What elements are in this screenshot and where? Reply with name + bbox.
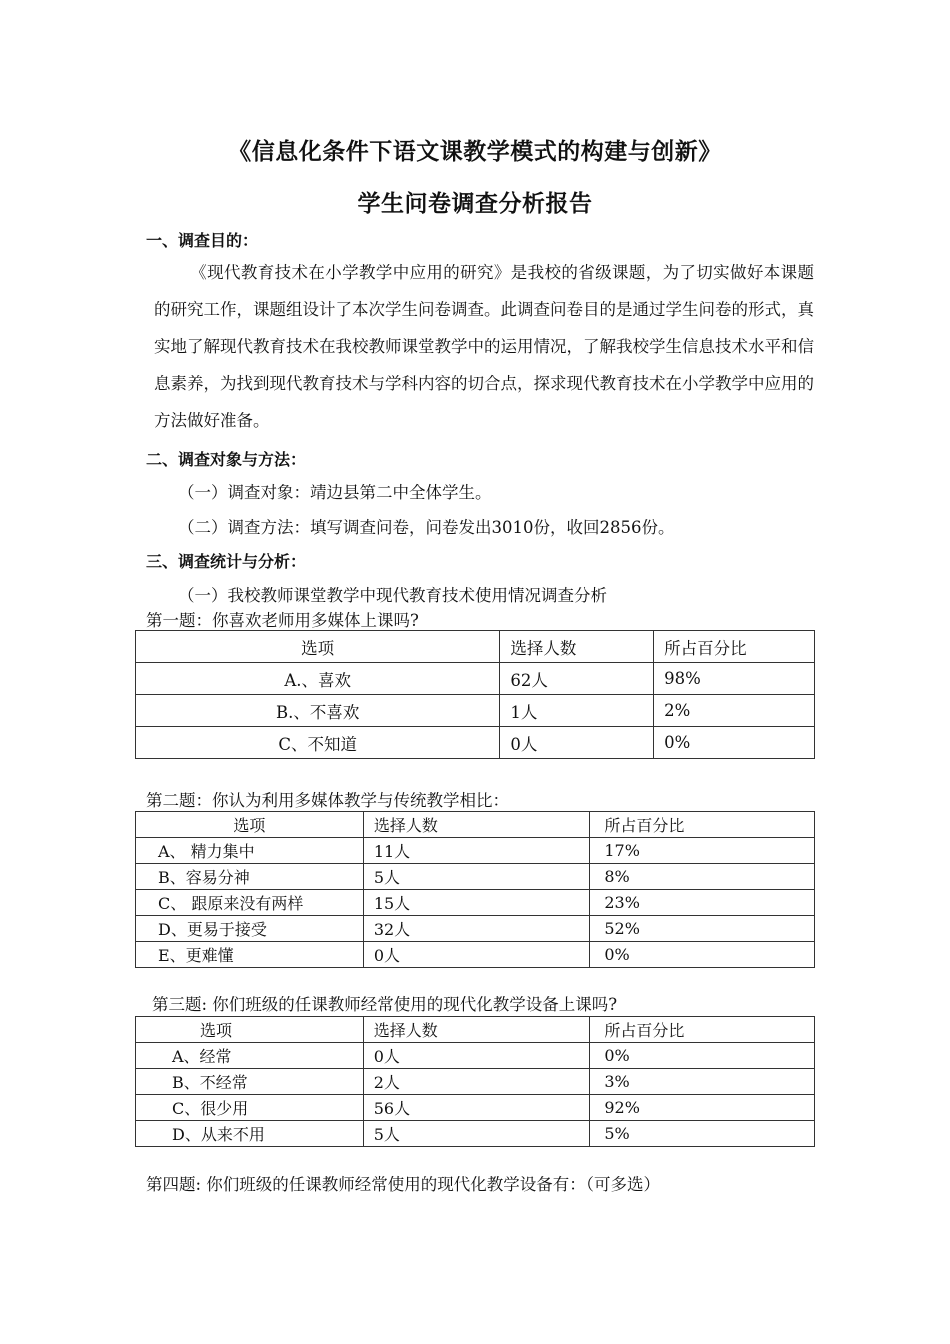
percent-cell: 2% — [654, 695, 815, 727]
percent-cell: 8% — [590, 864, 815, 890]
section-2-heading: 二、调查对象与方法： — [146, 450, 307, 469]
percent-cell: 3% — [590, 1069, 815, 1095]
table-row — [136, 663, 815, 695]
table-row — [136, 727, 815, 759]
table-row — [136, 864, 815, 890]
option-cell: B.、不喜欢 — [136, 695, 500, 727]
count-cell: 5人 — [363, 1121, 590, 1147]
count-cell: 1人 — [500, 695, 654, 727]
q3-table — [135, 1016, 815, 1147]
q1-table — [135, 630, 815, 759]
count-cell: 0人 — [500, 727, 654, 759]
option-cell: E、更难懂 — [136, 942, 364, 968]
option-cell: A、 精力集中 — [136, 838, 364, 864]
count-cell: 32人 — [363, 916, 590, 942]
count-cell: 5人 — [363, 864, 590, 890]
option-cell: A.、喜欢 — [136, 663, 500, 695]
section-1-paragraph: 《现代教育技术在小学教学中应用的研究》是我校的省级课题，为了切实做好本课题的研究工作，课题组设计了本次学生问卷调查。此调查问卷目的是通过学生问卷的形式，真实地了解现代教育技术在我校教师课堂教学中的运用情况，了解我校学生信息技术水平和信息素养，为找到现代教育技术与学科内容的切合点，探求现代教育技术在小学教学中应用的方法做好准备。 — [154, 263, 814, 430]
table-row — [136, 1043, 815, 1069]
header-cell: 选项 — [136, 1017, 364, 1043]
count-cell: 62人 — [500, 663, 654, 695]
table-header-row — [136, 631, 815, 663]
percent-cell: 98% — [654, 663, 815, 695]
table-row — [136, 942, 815, 968]
table-row — [136, 1121, 815, 1147]
survey-method: （二）调查方法：填写调查问卷，问卷发出3010份，收回2856份。 — [178, 518, 675, 537]
q3-title: 第三题: 你们班级的任课教师经常使用的现代化教学设备上课吗? — [152, 995, 618, 1014]
table-row — [136, 1095, 815, 1121]
section-1-heading: 一、调查目的： — [146, 231, 259, 250]
percent-cell: 0% — [654, 727, 815, 759]
percent-cell: 17% — [590, 838, 815, 864]
table-header-row — [136, 1017, 815, 1043]
option-cell: B、不经常 — [136, 1069, 364, 1095]
count-cell: 0人 — [363, 1043, 590, 1069]
count-cell: 0人 — [363, 942, 590, 968]
header-cell: 所占百分比 — [590, 812, 815, 838]
section-3-heading: 三、调查统计与分析： — [146, 552, 307, 571]
header-cell: 所占百分比 — [590, 1017, 815, 1043]
option-cell: C、 跟原来没有两样 — [136, 890, 364, 916]
percent-cell: 52% — [590, 916, 815, 942]
option-cell: B、容易分神 — [136, 864, 364, 890]
option-cell: D、更易于接受 — [136, 916, 364, 942]
header-cell: 选择人数 — [363, 1017, 590, 1043]
q2-title: 第二题：你认为利用多媒体教学与传统教学相比： — [146, 791, 509, 810]
count-cell: 15人 — [363, 890, 590, 916]
header-cell: 选择人数 — [500, 631, 654, 663]
count-cell: 56人 — [363, 1095, 590, 1121]
percent-cell: 92% — [590, 1095, 815, 1121]
table-row — [136, 890, 815, 916]
document-subtitle: 学生问卷调查分析报告 — [357, 191, 593, 217]
table-header-row — [136, 812, 815, 838]
document-title: 《信息化条件下语文课教学模式的构建与创新》 — [228, 139, 722, 165]
option-cell: D、从来不用 — [136, 1121, 364, 1147]
percent-cell: 23% — [590, 890, 815, 916]
table-row — [136, 916, 815, 942]
count-cell: 11人 — [363, 838, 590, 864]
header-cell: 选项 — [136, 631, 500, 663]
option-cell: C、很少用 — [136, 1095, 364, 1121]
percent-cell: 0% — [590, 1043, 815, 1069]
header-cell: 所占百分比 — [654, 631, 815, 663]
table-row — [136, 838, 815, 864]
count-cell: 2人 — [363, 1069, 590, 1095]
q2-table — [135, 811, 815, 968]
option-cell: C、不知道 — [136, 727, 500, 759]
q4-title: 第四题: 你们班级的任课教师经常使用的现代化教学设备有：（可多选） — [146, 1175, 661, 1194]
survey-subjects: （一）调查对象：靖边县第二中全体学生。 — [178, 483, 492, 502]
percent-cell: 0% — [590, 942, 815, 968]
header-cell: 选择人数 — [363, 812, 590, 838]
table-row — [136, 695, 815, 727]
option-cell: A、经常 — [136, 1043, 364, 1069]
percent-cell: 5% — [590, 1121, 815, 1147]
table-row — [136, 1069, 815, 1095]
q1-title: 第一题：你喜欢老师用多媒体上课吗? — [146, 611, 419, 630]
header-cell: 选项 — [136, 812, 364, 838]
section-3-subheading: （一）我校教师课堂教学中现代教育技术使用情况调查分析 — [178, 586, 607, 605]
